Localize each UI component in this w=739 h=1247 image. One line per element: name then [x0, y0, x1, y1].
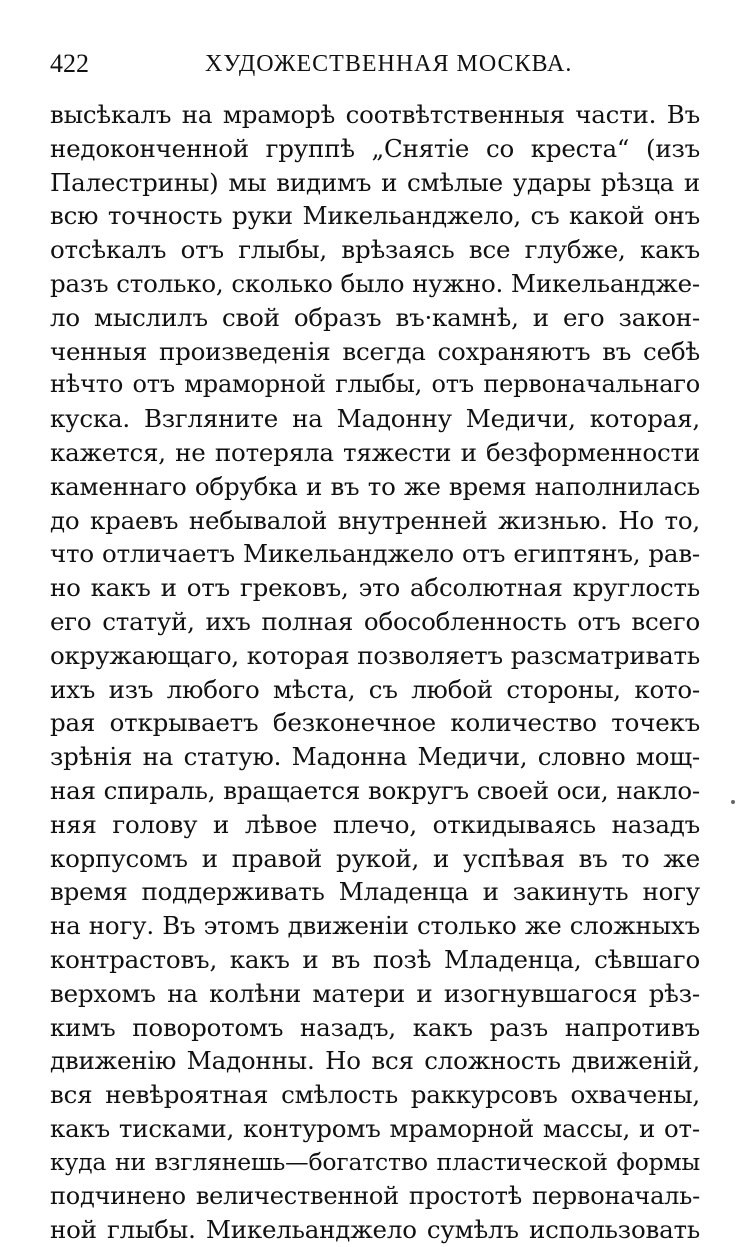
text-line: разъ столько, сколько было нужно. Микельандже- [50, 268, 700, 298]
page-number: 422 [50, 49, 89, 78]
text-line: зрѣнія на статую. Мадонна Медичи, словно мощ- [50, 742, 700, 772]
text-line: высѣкалъ на мраморѣ соотвѣтственныя части. Въ [50, 100, 700, 129]
text-line: куска. Взгляните на Мадонну Медичи, которая, [50, 404, 700, 434]
text-line: всю точность руки Микельанджело, съ какой онъ [50, 201, 700, 231]
text-line: ло мыслилъ свой образъ въ·камнѣ, и его закон- [50, 302, 700, 332]
text-line: нѣчто отъ мраморной глыбы, отъ первоначальнаго [50, 370, 700, 399]
text-line: ихъ изъ любого мѣста, съ любой стороны, кото- [50, 674, 700, 704]
text-line: окружающаго, которая позволяетъ разсматривать [50, 640, 700, 670]
text-line: время поддерживать Младенца и закинуть ногу [50, 877, 700, 907]
text-line: корпусомъ и правой рукой, и успѣвая въ то же [50, 843, 700, 873]
running-head: ХУДОЖЕСТВЕННАЯ МОСКВА. [205, 51, 573, 77]
text-line: контрастовъ, какъ и въ позѣ Младенца, сѣвшаго [50, 944, 700, 974]
text-line: на ногу. Въ этомъ движеніи столько же сложныхъ [50, 911, 700, 941]
text-line: его статуй, ихъ полная обособленность отъ всего [50, 606, 700, 636]
page-header [50, 44, 694, 84]
text-line: Палестрины) мы видимъ и смѣлые удары рѣзца и [50, 167, 700, 197]
body-text [50, 98, 700, 1247]
text-line: недоконченной группѣ „Снятіе со креста“ (изъ [50, 133, 700, 163]
text-line: куда ни взглянешь—богатство пластической формы [50, 1147, 700, 1176]
text-line: но какъ и отъ грековъ, это абсолютная круглость [50, 573, 700, 603]
text-line: няя голову и лѣвое плечо, откидываясь назадъ [50, 809, 700, 839]
text-line: какъ тисками, контуромъ мраморной массы, и от- [50, 1113, 700, 1143]
text-line: вся невѣроятная смѣлость раккурсовъ охвачены, [50, 1080, 700, 1110]
text-line: ченныя произведенія всегда сохраняютъ въ себѣ [50, 336, 700, 366]
text-line: кимъ поворотомъ назадъ, какъ разъ напротивъ [50, 1012, 700, 1042]
text-line: что отличаетъ Микельанджело отъ египтянъ, рав- [50, 539, 700, 569]
text-line: движенію Мадонны. Но вся сложность движеній, [50, 1046, 700, 1076]
text-line: отсѣкалъ отъ глыбы, врѣзаясь все глубже, какъ [50, 235, 700, 265]
text-line: ная спираль, вращается вокругъ своей оси, накло- [50, 775, 700, 805]
text-line: верхомъ на колѣни матери и изогнувшагося рѣз- [50, 978, 700, 1008]
text-line: каменнаго обрубка и въ то же время наполнилась [50, 471, 700, 501]
text-line: рая открываетъ безконечное количество точекъ [50, 708, 700, 738]
margin-speck [731, 800, 735, 804]
text-line: кажется, не потеряла тяжести и безформенности [50, 437, 700, 467]
text-line: ной глыбы. Микельанджело сумѣлъ использовать [50, 1215, 700, 1245]
text-line: до краевъ небывалой внутренней жизнью. Но то, [50, 505, 700, 535]
text-line: подчинено величественной простотѣ первоначаль- [50, 1181, 700, 1210]
